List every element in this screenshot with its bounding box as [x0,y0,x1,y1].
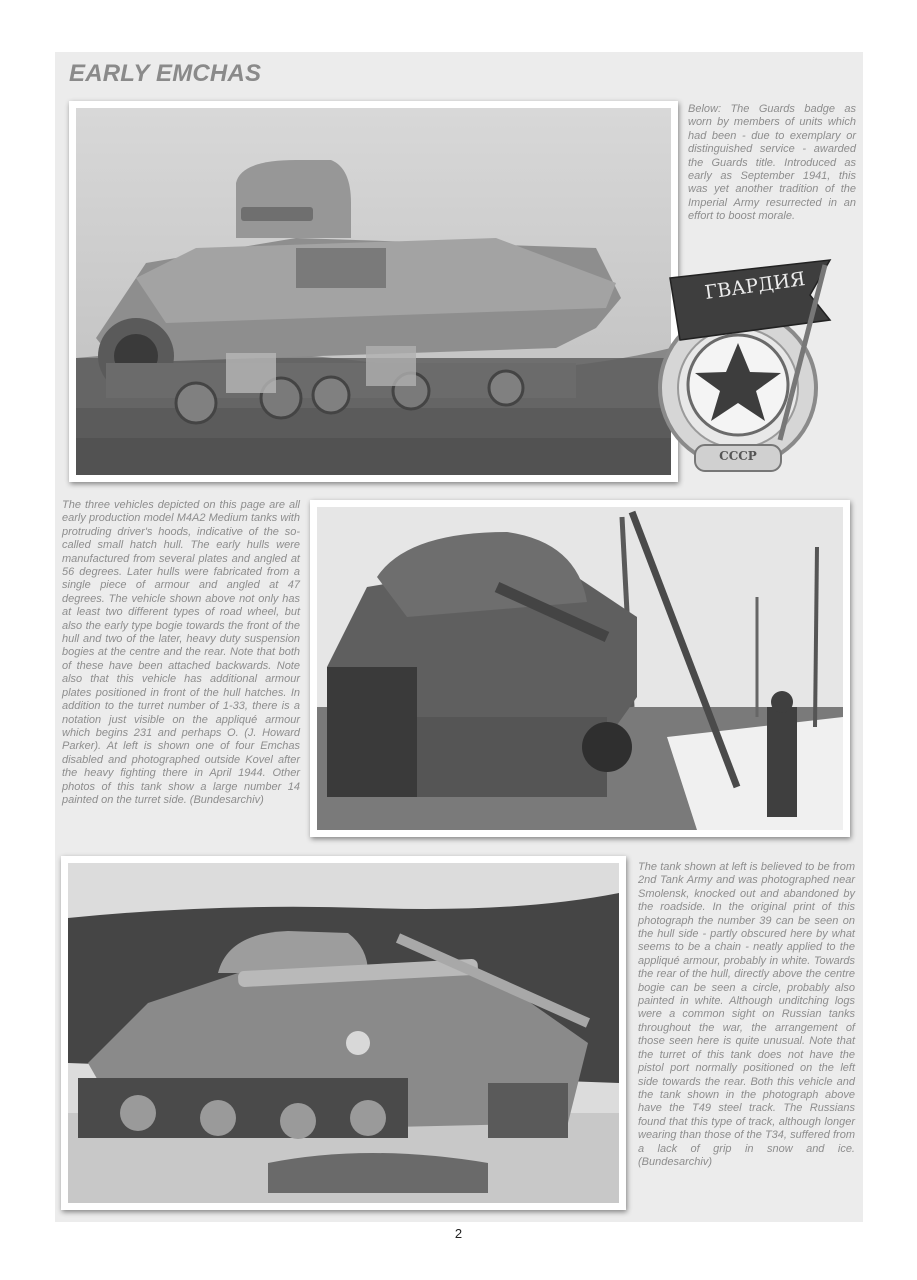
page-number: 2 [454,1226,463,1241]
caption-guards-badge: Below: The Guards badge as worn by members of units which had been - due to exemplary or distinguished service - awarded the Guards title. Introduced as early as September 1941, this was yet another tradition of the Imperial Army resurrected in an effort to boost morale. [688,103,856,223]
page-title: EARLY EMCHAS [69,60,262,87]
kovel-tank-image [317,507,843,830]
guards-badge [640,240,840,500]
photo-smolensk-tank [61,856,626,1210]
photo-top-tank [69,101,678,482]
photo-kovel-tank [310,500,850,837]
badge-ribbon-text: СССР [719,449,757,463]
badge-banner-text: ГВАРДИЯ [703,268,807,304]
caption-vehicles: The three vehicles depicted on this page are all early production model M4A2 Medium tanks with protruding driver's hoods, indicative of the so-called small hatch hull. The early hulls were manufactured from several plates and angled at 56 degrees. Later hulls were fabricated from a single piece of armour and angled at 47 degrees. The vehicle shown above not only has at least two different types of road wheel, but also the early type bogie towards the front of the hull and two of the later, heavy duty suspension bogies at the centre and the rear. Note that both of these have been attached backwards. Note also that this vehicle has additional armour plates positioned in front of the hull hatches. In addition to the turret number of 1-33, there is a notation just visible on the appliqué armour which begins 231 and perhaps O. (J. Howard Parker). At left is shown one of four Emchas disabled and photographed outside Kovel after the heavy fighting there in April 1944. Other photos of this tank show a large number 14 painted on the turret side. (Bundesarchiv) [62,499,300,806]
caption-smolensk: The tank shown at left is believed to be from 2nd Tank Army and was photographed near Smolensk, knocked out and abandoned by the roadside. In the original print of this photograph the number 39 can be seen on the hull side - partly obscured here by what seems to be a chain - neatly applied to the appliqué armour, probably in white. Towards the rear of the hull, directly above the centre bogie can be seen a circle, probably also painted in white. Although unditching logs were a common sight on Russian tanks throughout the war, the arrangement of those seen here is quite unusual. Note that the turret of this tank does not have the pistol port normally positioned on the left side towards the rear. Both this vehicle and the tank shown in the photograph above have the T49 steel track. The Russians found that this type of track, although longer wearing than those of the T34, suffered from a lack of grip in snow and ice. (Bundesarchiv) [638,861,855,1168]
top-tank-image [76,108,671,475]
smolensk-tank-image [68,863,619,1203]
